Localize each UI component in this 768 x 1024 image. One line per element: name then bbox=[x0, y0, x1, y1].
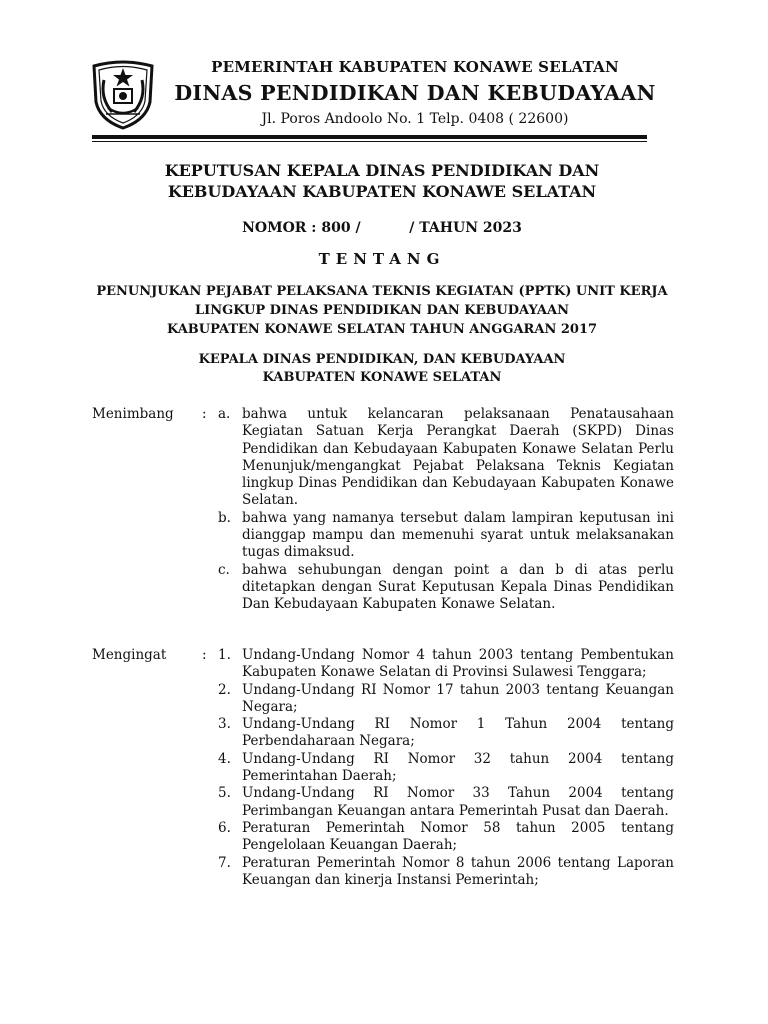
section-colon: : bbox=[202, 406, 207, 422]
list-item bbox=[218, 785, 674, 820]
item-marker: c. bbox=[218, 561, 230, 578]
item-text: Undang-Undang RI Nomor 1 Tahun 2004 tentang Perbendaharaan Negara; bbox=[242, 716, 674, 750]
office-name: DINAS PENDIDIKAN DAN KEBUDAYAAN bbox=[174, 81, 656, 105]
list-item bbox=[218, 406, 674, 510]
list-item bbox=[218, 751, 674, 786]
section-colon: : bbox=[202, 647, 207, 663]
decree-title-line: KEPUTUSAN KEPALA DINAS PENDIDIKAN DAN bbox=[164, 161, 600, 180]
list-item bbox=[218, 820, 674, 855]
item-marker: 7. bbox=[218, 854, 231, 871]
letterhead-divider-thick bbox=[92, 135, 647, 139]
item-text: Undang-Undang RI Nomor 32 tahun 2004 tentang Pemerintahan Daerah; bbox=[242, 750, 674, 785]
decree-subject bbox=[92, 282, 672, 339]
decree-title-block bbox=[92, 160, 672, 387]
decree-number: NOMOR : 800 / / TAHUN 2023 bbox=[242, 220, 522, 236]
item-text: Peraturan Pemerintah Nomor 58 tahun 2005 tentang Pengelolaan Keuangan Daerah; bbox=[242, 819, 674, 854]
mengingat-list bbox=[218, 647, 674, 889]
menimbang-section bbox=[92, 406, 674, 614]
item-text: bahwa yang namanya tersebut dalam lampiran keputusan ini dianggap mampu dan memenuhi syarat untuk melaksanakan tugas dimaksud. bbox=[242, 509, 674, 561]
item-marker: 5. bbox=[218, 785, 231, 802]
item-marker: 1. bbox=[218, 647, 231, 663]
list-item bbox=[218, 716, 674, 751]
item-text: bahwa untuk kelancaran pelaksanaan Penatausahaan Kegiatan Satuan Kerja Perangkat Daerah (SKPD) Dinas Pendidikan dan Kebudayaan Kabupaten Konawe Selatan Perlu Menunjuk/mengangkat Pejabat Pelaksana Teknis Kegiatan lingkup Dinas Pendidikan dan Kebudayaan Kabupaten Konawe Selatan. bbox=[242, 406, 674, 509]
item-marker: 2. bbox=[218, 681, 231, 698]
decree-title-line: KEBUDAYAAN KABUPATEN KONAWE SELATAN bbox=[167, 182, 597, 201]
office-address: Jl. Poros Andoolo No. 1 Telp. 0408 ( 22600) bbox=[261, 111, 569, 127]
list-item bbox=[218, 510, 674, 562]
konawe-selatan-emblem-icon bbox=[88, 58, 158, 130]
item-marker: a. bbox=[218, 406, 231, 422]
list-item bbox=[218, 855, 674, 890]
decree-authority bbox=[92, 351, 672, 387]
subject-line: PENUNJUKAN PEJABAT PELAKSANA TEKNIS KEGIATAN (PPTK) UNIT KERJA bbox=[96, 284, 668, 299]
letterhead-divider-thin bbox=[92, 141, 647, 142]
item-marker: b. bbox=[218, 509, 231, 526]
decree-about-heading: TENTANG bbox=[318, 250, 446, 268]
letterhead bbox=[170, 56, 660, 130]
list-item bbox=[218, 647, 674, 682]
subject-line: LINGKUP DINAS PENDIDIKAN DAN KEBUDAYAAN bbox=[195, 303, 569, 318]
mengingat-section bbox=[92, 647, 674, 889]
item-text: Undang-Undang RI Nomor 33 Tahun 2004 tentang Perimbangan Keuangan antara Pemerintah Pusat dan Daerah. bbox=[242, 785, 674, 819]
item-text: Undang-Undang RI Nomor 17 tahun 2003 tentang Keuangan Negara; bbox=[242, 681, 674, 715]
item-marker: 4. bbox=[218, 750, 231, 767]
item-marker: 6. bbox=[218, 819, 231, 836]
item-marker: 3. bbox=[218, 716, 231, 733]
menimbang-list bbox=[218, 406, 674, 614]
section-label: Mengingat bbox=[92, 647, 167, 663]
section-label: Menimbang bbox=[92, 406, 174, 422]
list-item bbox=[218, 562, 674, 614]
item-text: Undang-Undang Nomor 4 tahun 2003 tentang Pembentukan Kabupaten Konawe Selatan di Provinsi Sulawesi Tenggara; bbox=[242, 647, 674, 681]
item-text: bahwa sehubungan dengan point a dan b di atas perlu ditetapkan dengan Surat Keputusan Kepala Dinas Pendidikan Dan Kebudayaan Kabupaten Konawe Selatan. bbox=[242, 561, 674, 613]
authority-line: KABUPATEN KONAWE SELATAN bbox=[262, 370, 502, 385]
authority-line: KEPALA DINAS PENDIDIKAN, DAN KEBUDAYAAN bbox=[198, 352, 566, 367]
subject-line: KABUPATEN KONAWE SELATAN TAHUN ANGGARAN 2017 bbox=[166, 322, 598, 337]
list-item bbox=[218, 682, 674, 717]
item-text: Peraturan Pemerintah Nomor 8 tahun 2006 tentang Laporan Keuangan dan kinerja Instansi Pemerintah; bbox=[242, 854, 674, 888]
government-name: PEMERINTAH KABUPATEN KONAWE SELATAN bbox=[211, 58, 619, 76]
